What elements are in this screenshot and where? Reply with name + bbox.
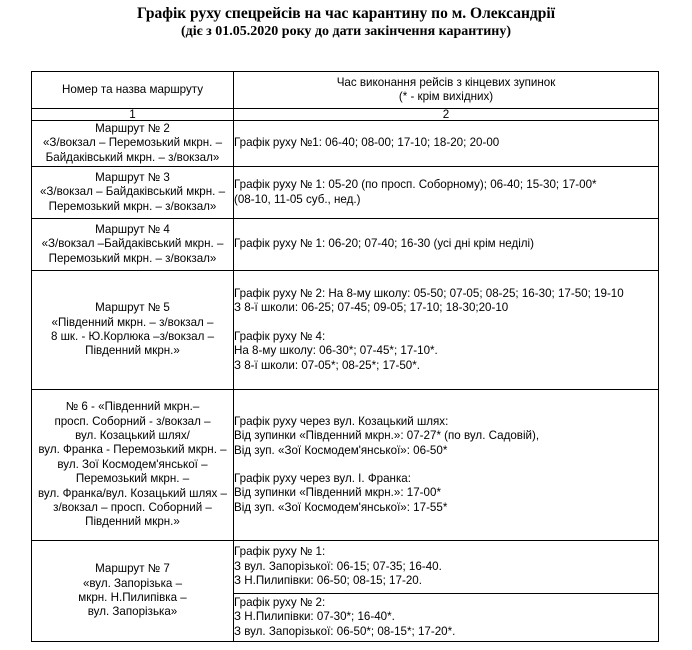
route-name-line: вул. Франка/вул. Козацький шлях – (38, 486, 227, 500)
header-time-note: (* - крім вихідних) (398, 90, 494, 103)
schedule-line: З Н.Пилипівки: 07-30*; 16-40*. (234, 610, 395, 624)
table-row (32, 271, 659, 390)
route-name-line: «вул. Запорізька – (82, 576, 183, 590)
schedule-line: З Н.Пилипівки: 06-50; 08-15; 17-20. (234, 574, 422, 588)
header-time-label: Час виконання рейсів з кінцевих зупинок (336, 75, 556, 89)
route-name-line: вул. Франка - Перемозький мкрн. – (38, 443, 227, 457)
route-name-line: № 6 - «Південний мкрн.– (65, 400, 200, 414)
header-time-column (234, 72, 659, 109)
route-name-line: Південний мкрн.» (85, 344, 180, 358)
schedule-line: Від зупинки «Південний мкрн.»: 07-27* (по вул. Садовій), (234, 429, 540, 443)
schedule-line: Графік руху через вул. Козацький шлях: (234, 414, 449, 428)
schedule-spacer (234, 458, 658, 472)
route-name-line: Маршрут № 3 (95, 170, 170, 184)
schedule-line: З 8-ї школи: 06-25; 07-45; 09-05; 17-10; 18-30;20-10 (234, 301, 509, 315)
route-name-cell (32, 121, 234, 167)
schedule-line: Графік руху № 1: 06-20; 07-40; 16-30 (усі дні крім неділі) (234, 237, 534, 251)
route-name-line: Маршрут № 5 (95, 301, 170, 315)
table-row (32, 390, 659, 541)
route-name-line: Маршрут № 2 (95, 121, 170, 135)
route-name-cell (32, 390, 234, 541)
route-name-line: «З/вокзал – Байдаківський мкрн. – (39, 185, 226, 199)
schedule-line: Графік руху № 2: На 8-му школу: 05-50; 07-05; 08-25; 16-30; 17-50; 19-10 (234, 286, 624, 300)
column-number-2: 2 (234, 109, 659, 121)
table-row (32, 541, 659, 594)
table-header-row (32, 72, 659, 109)
schedule-line: Графік руху №1: 06-40; 08-00; 17-10; 18-20; 20-00 (234, 136, 500, 150)
schedule-line: Графік руху № 4: (234, 329, 326, 343)
schedule-line: Графік руху № 1: 05-20 (по просп. Соборному); 06-40; 15-30; 17-00* (234, 178, 597, 192)
route-name-line: Перемозький мкрн. – з/вокзал» (48, 199, 217, 213)
column-number-1: 1 (32, 109, 234, 121)
route-name-cell (32, 541, 234, 642)
route-name-line: Маршрут № 4 (95, 222, 170, 236)
route-name-cell (32, 219, 234, 271)
route-schedule-cell (234, 167, 659, 219)
route-name-line: вул. Запорізька» (87, 605, 178, 619)
schedule-line: Графік руху № 1: (234, 545, 326, 559)
route-name-line: вул. Козацький шлях/ (75, 428, 190, 442)
route-schedule-cell (234, 594, 659, 642)
document-subtitle: (діє з 01.05.2020 року до дати закінчення карантину) (180, 24, 512, 39)
schedule-line: Від зупинки «Південний мкрн.»: 17-00* (234, 486, 441, 500)
route-name-line: Перемозький мкрн. – (75, 472, 190, 486)
document-header (0, 4, 692, 40)
route-name-line: 8 шк. - Ю.Корлюка –з/вокзал – (50, 330, 215, 343)
schedule-line: Від зуп. «Зої Космодем'янської»: 17-55* (234, 500, 448, 514)
table-row (32, 121, 659, 167)
document-title: Графік руху спецрейсів на час карантину по м. Олександрії (136, 5, 556, 22)
schedule-line: З вул. Запорізької: 06-50*; 08-15*; 17-20*. (234, 624, 456, 638)
route-name-line: з/вокзал – просп. Соборний – (53, 501, 212, 515)
route-name-line: мкрн. Н.Пилипівка – (78, 591, 187, 604)
schedule-line: Графік руху № 2: (234, 595, 326, 609)
route-schedule-cell (234, 121, 659, 167)
route-name-line: Маршрут № 7 (95, 562, 170, 576)
route-name-line: вул. Зої Космодем'янської – (57, 457, 208, 471)
schedule-line: З вул. Запорізької: 06-15; 07-35; 16-40. (234, 559, 442, 573)
route-name-line: «З/вокзал –Байдаківський мкрн. – (41, 237, 224, 251)
schedule-table (31, 71, 659, 642)
route-name-line: Байдаківський мкрн. – з/вокзал» (45, 150, 220, 164)
route-schedule-cell (234, 271, 659, 390)
table-row (32, 167, 659, 219)
header-route-column (32, 72, 234, 109)
route-name-cell (32, 271, 234, 390)
header-route-label: Номер та назва маршруту (61, 82, 203, 96)
route-name-line: просп. Соборний - з/вокзал – (54, 414, 211, 428)
column-number-row (32, 109, 659, 121)
route-name-line: Південний мкрн.» (85, 515, 180, 529)
schedule-line: На 8-му школу: 06-30*; 07-45*; 17-10*. (234, 344, 438, 358)
route-schedule-cell (234, 390, 659, 541)
route-name-line: «Південний мкрн. – з/вокзал – (51, 315, 214, 329)
schedule-line: (08-10, 11-05 суб., нед.) (234, 192, 361, 206)
schedule-spacer (234, 316, 658, 330)
route-schedule-cell (234, 219, 659, 271)
route-name-line: «З/вокзал – Перемозький мкрн. – (42, 136, 223, 150)
route-schedule-cell (234, 541, 659, 594)
schedule-line: З 8-ї школи: 07-05*; 08-25*; 17-50*. (234, 358, 420, 372)
schedule-line: Від зуп. «Зої Космодем'янської»: 06-50* (234, 443, 448, 457)
schedule-line: Графік руху через вул. І. Франка: (234, 472, 411, 485)
route-name-line: Перемозький мкрн. – з/вокзал» (48, 251, 217, 265)
route-name-cell (32, 167, 234, 219)
table-row (32, 219, 659, 271)
